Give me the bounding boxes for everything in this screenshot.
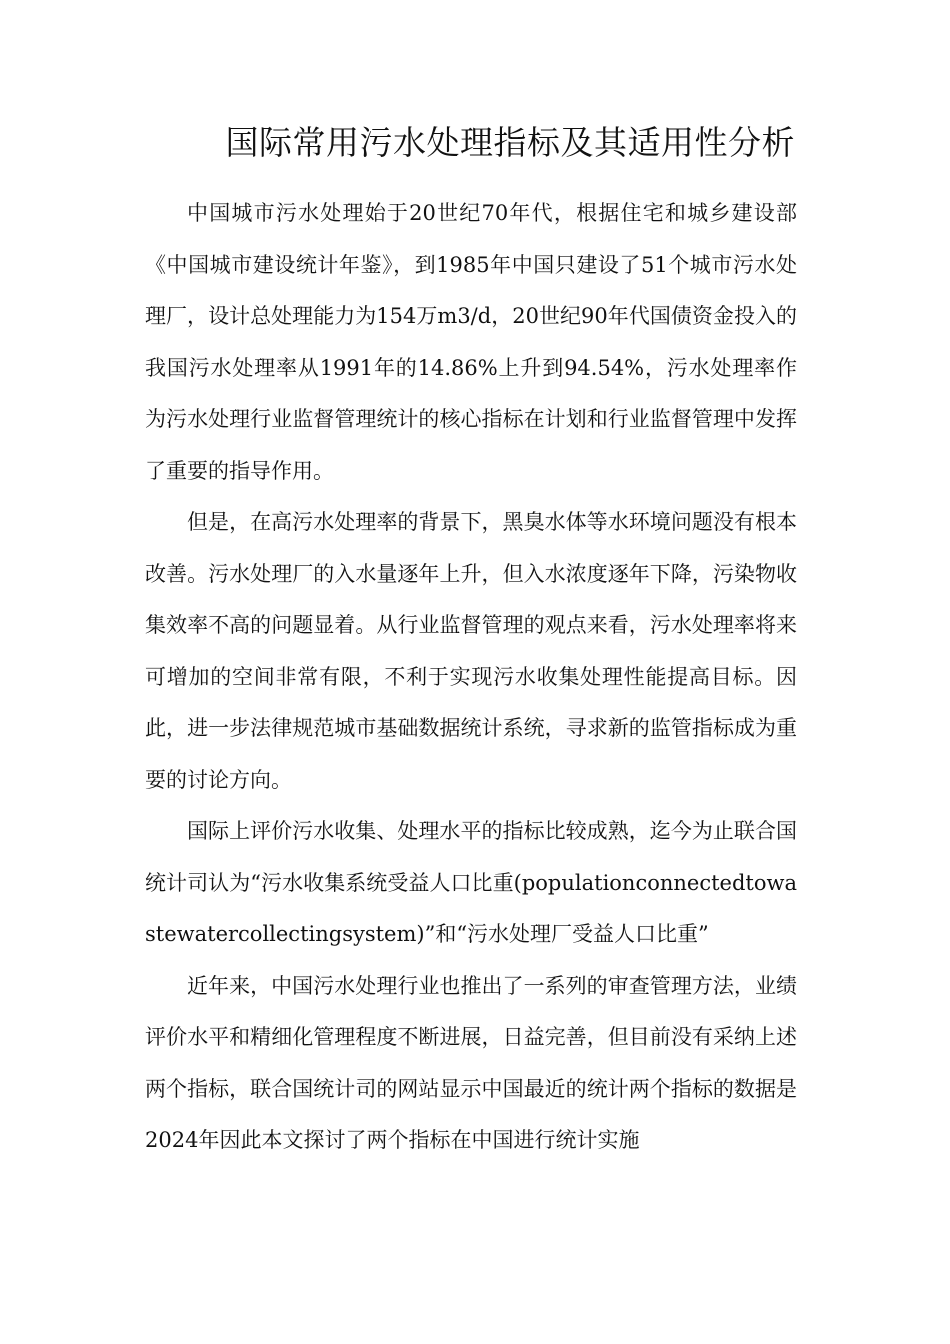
paragraph-4: 近年来，中国污水处理行业也推出了一系列的审查管理方法，业绩评价水平和精细化管理程度不断进展，日益完善，但目前没有采纳上述两个指标，联合国统计司的网站显示中国最近的统计两个指标的数据是2024年因此本文探讨了两个指标在中国进行统计实施 xyxy=(145,973,797,1152)
paragraph-1: 中国城市污水处理始于20世纪70年代，根据住宅和城乡建设部《中国城市建设统计年鉴》，到1985年中国只建设了51个城市污水处理厂，设计总处理能力为154万m3/d，20世纪90年代国债资金投入的我国污水处理率从1991年的14.86%上升到94.54%，污水处理率作为污水处理行业监督管理统计的核心指标在计划和行业监督管理中发挥了重要的指导作用。 xyxy=(145,201,797,483)
document-title: 国际常用污水处理指标及其适用性分析 xyxy=(225,123,795,162)
paragraph-2: 但是，在高污水处理率的背景下，黑臭水体等水环境问题没有根本改善。污水处理厂的入水量逐年上升，但入水浓度逐年下降，污染物收集效率不高的问题显着。从行业监督管理的观点来看，污水处理率将来可增加的空间非常有限，不利于实现污水收集处理性能提高目标。因此，进一步法律规范城市基础数据统计系统，寻求新的监管指标成为重要的讨论方向。 xyxy=(145,510,797,792)
document-body xyxy=(145,188,797,1167)
paragraph-3: 国际上评价污水收集、处理水平的指标比较成熟，迄今为止联合国统计司认为“污水收集系统受益人口比重(populationconnectedtowastewatercollectingsystem)”和“污水处理厂受益人口比重” xyxy=(145,819,797,946)
